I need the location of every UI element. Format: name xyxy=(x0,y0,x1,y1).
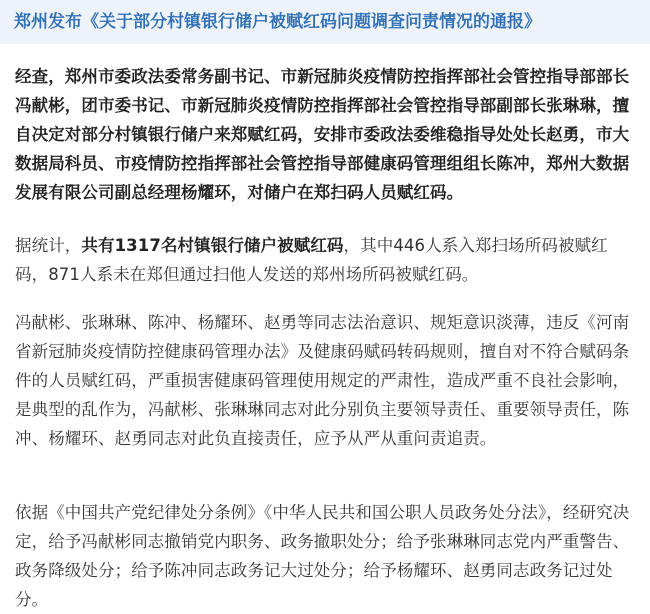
statistics-detail: ，其中446人系入郑扫场所码被赋红码，871人系未在郑但通过扫他人发送的郑州场所码被赋红码。 xyxy=(15,236,608,284)
statistics-lead: 据统计， xyxy=(15,236,82,255)
statistics-emphasis: 共有1317名村镇银行储户被赋红码 xyxy=(81,236,344,255)
paragraph-punishment: 依据《中国共产党纪律处分条例》《中华人民共和国公职人员政务处分法》，经研究决定，给予冯献彬同志撤销党内职务、政务撤职处分；给予张琳琳同志党内严重警告、政务降级处分；给予陈冲同志政务记大过处分；给予杨耀环、赵勇同志政务记过处分。 xyxy=(15,503,630,609)
paragraph-responsibility: 冯献彬、张琳琳、陈冲、杨耀环、赵勇等同志法治意识、规矩意识淡薄，违反《河南省新冠肺炎疫情防控健康码管理办法》及健康码赋码转码规则，擅自对不符合赋码条件的人员赋红码，严重损害健康码管理使用规定的严肃性，造成严重不良社会影响，是典型的乱作为，冯献彬、张琳琳同志对此分别负主要领导责任、重要领导责任，陈冲、杨耀环、赵勇同志对此负直接责任，应予从严从重问责追责。 xyxy=(15,313,630,448)
paragraph-statistics xyxy=(15,231,635,289)
title-bar xyxy=(0,0,650,44)
article-title: 郑州发布《关于部分村镇银行储户被赋红码问题调查问责情况的通报》 xyxy=(14,12,541,32)
paragraph-investigation: 经查，郑州市委政法委常务副书记、市新冠肺炎疫情防控指挥部社会管控指导部部长冯献彬，团市委书记、市新冠肺炎疫情防控指挥部社会管控指导部副部长张琳琳，擅自决定对部分村镇银行储户来郑赋红码，安排市委政法委维稳指导处处长赵勇，市大数据局科员、市疫情防控指挥部社会管控指导部健康码管理组组长陈冲，郑州大数据发展有限公司副总经理杨耀环，对储户在郑扫码人员赋红码。 xyxy=(15,67,630,202)
